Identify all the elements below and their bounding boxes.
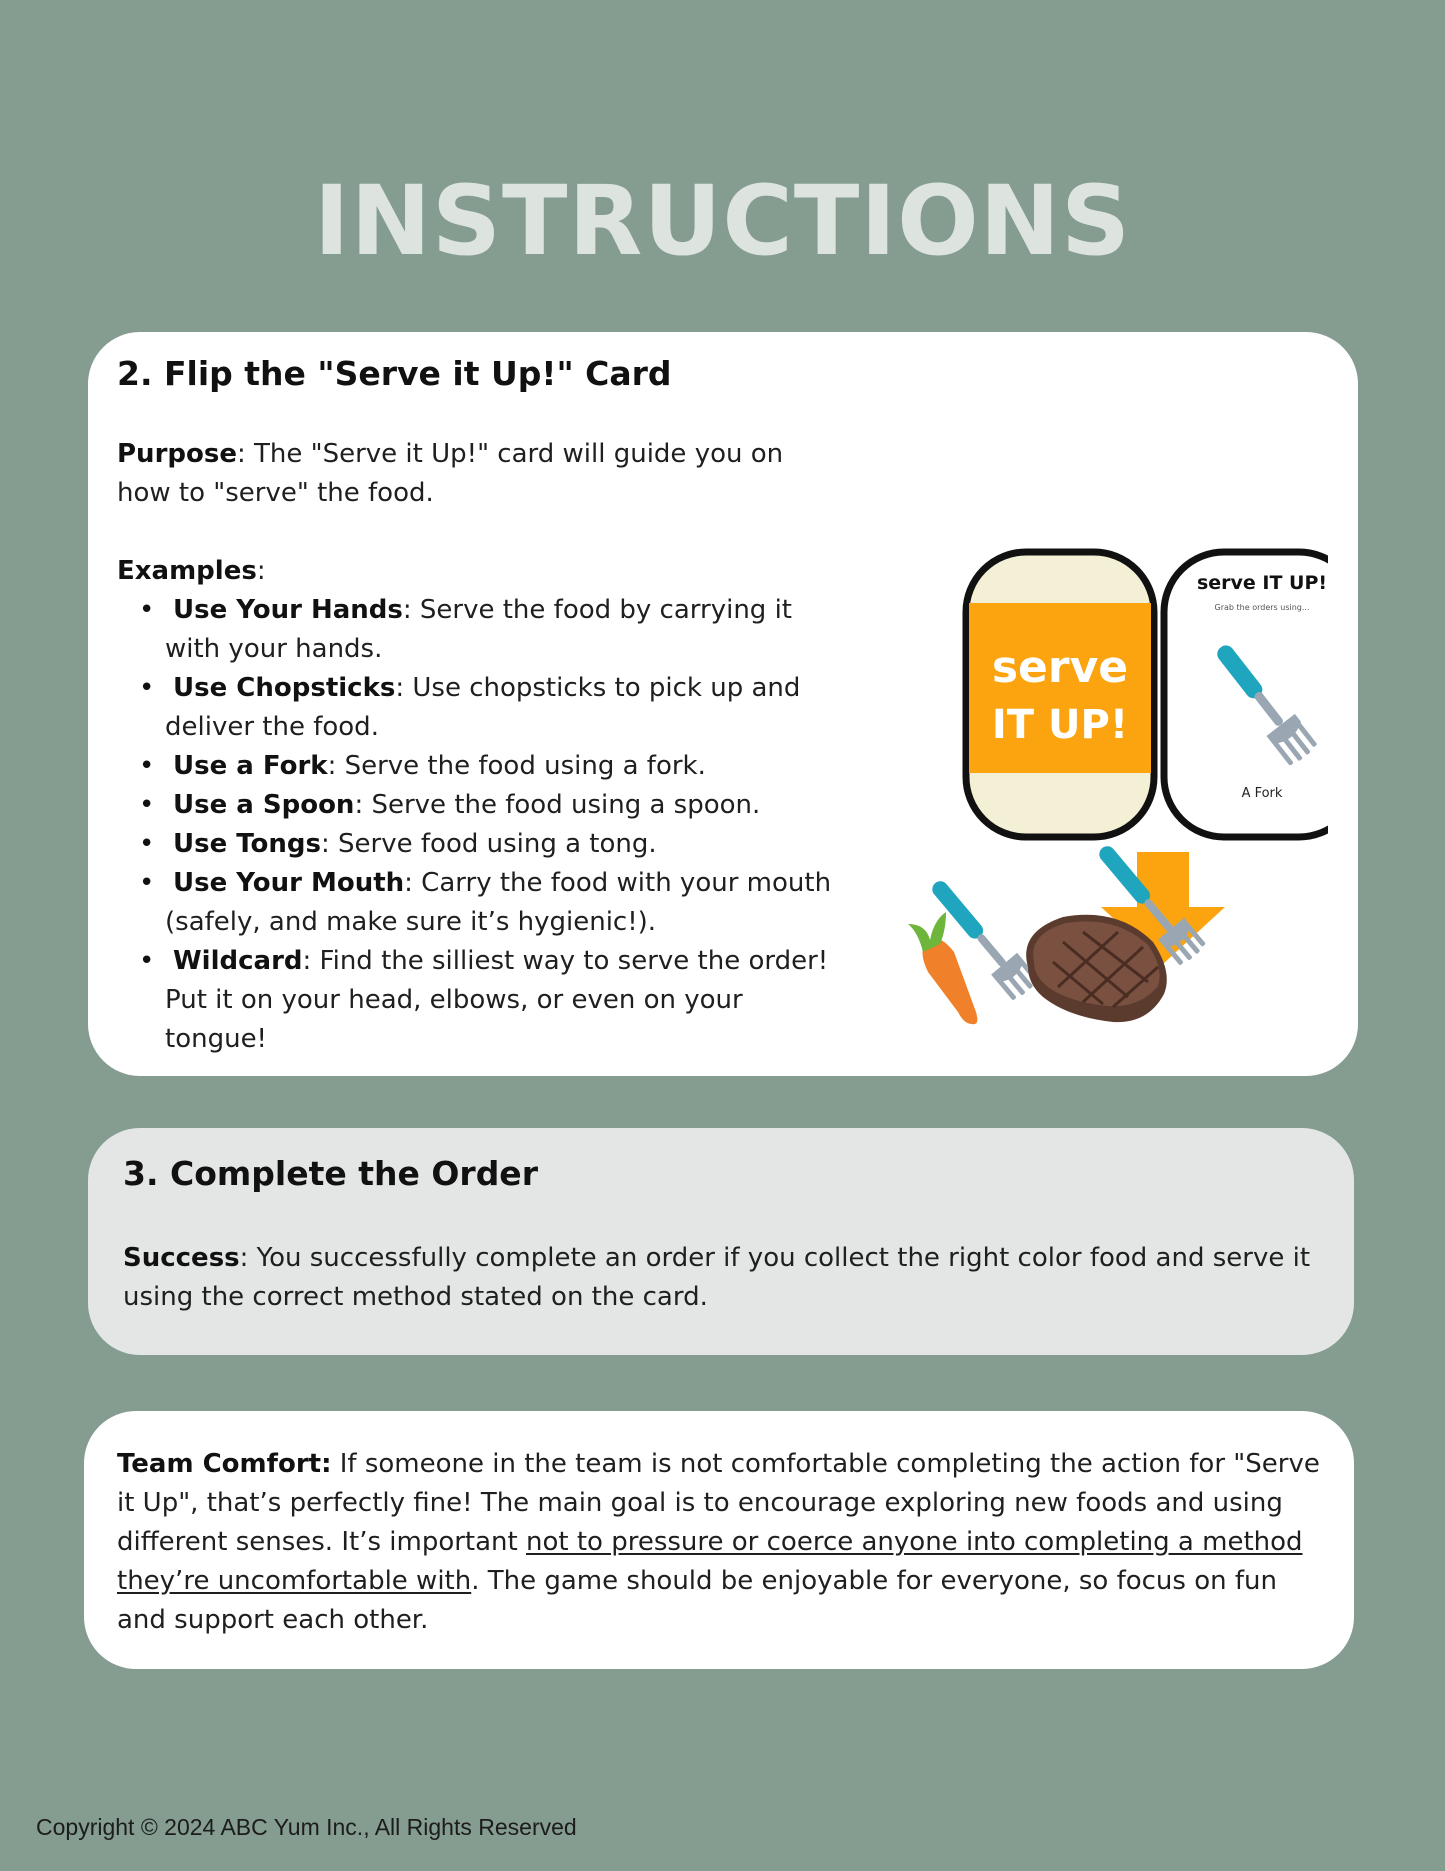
example-label: Use Chopsticks xyxy=(173,673,396,703)
card-front-subtitle: Grab the orders using... xyxy=(1214,603,1310,612)
card-back-line1: serve xyxy=(991,642,1129,693)
card-front-title: serve IT UP! xyxy=(1196,572,1328,594)
card-back-image xyxy=(966,552,1154,837)
list-item: • Use a Fork: Serve the food using a fork. xyxy=(117,747,837,786)
serve-card-body xyxy=(117,435,837,1059)
example-label: Use Tongs xyxy=(173,829,322,859)
complete-card-heading: 3. Complete the Order xyxy=(123,1154,538,1193)
page-title: INSTRUCTIONS xyxy=(313,165,1132,277)
team-comfort-label: Team Comfort: xyxy=(117,1449,332,1479)
serve-card-heading: 2. Flip the "Serve it Up!" Card xyxy=(117,354,672,393)
card-front-image xyxy=(1164,552,1328,837)
examples-list xyxy=(117,591,837,1059)
list-item: • Use Chopsticks: Use chopsticks to pick up and deliver the food. xyxy=(117,669,837,747)
success-label: Success xyxy=(123,1243,240,1273)
examples-heading: Examples: xyxy=(117,556,266,586)
purpose-label: Purpose xyxy=(117,439,237,469)
copyright-footer: Copyright © 2024 ABC Yum Inc., All Rights Reserved xyxy=(36,1814,577,1840)
team-comfort-card xyxy=(84,1411,1354,1669)
carrot-on-fork-icon xyxy=(908,872,1040,1025)
success-text: : You successfully complete an order if you collect the right color food and serve it using the correct method stated on the card. xyxy=(123,1243,1311,1312)
example-label: Use a Spoon xyxy=(173,790,355,820)
serve-card xyxy=(88,332,1358,1076)
example-label: Wildcard xyxy=(173,946,303,976)
card-front-caption: A Fork xyxy=(1241,786,1283,801)
complete-card xyxy=(88,1128,1354,1355)
examples-label: Examples xyxy=(117,556,257,586)
list-item: • Use Your Hands: Serve the food by carrying it with your hands. xyxy=(117,591,837,669)
serve-it-up-illustration xyxy=(868,412,1328,1032)
example-label: Use Your Hands xyxy=(173,595,403,625)
team-comfort-paragraph: Team Comfort: If someone in the team is not comfortable completing the action for "Serve it Up", that’s perfectly fine! The main goal is to encourage exploring new foods and using different senses. It’s important not to pressure or coerce anyone into completing a method they’re uncomfortable with. The game should be enjoyable for everyone, so focus on fun and support each other. xyxy=(117,1449,1320,1635)
list-item: • Wildcard: Find the silliest way to serve the order! Put it on your head, elbows, or even on your tongue! xyxy=(117,942,837,1059)
purpose-text: : The "Serve it Up!" card will guide you on how to "serve" the food. xyxy=(117,439,784,508)
card-back-line2: IT UP! xyxy=(991,702,1129,748)
list-item: • Use a Spoon: Serve the food using a spoon. xyxy=(117,786,837,825)
example-label: Use Your Mouth xyxy=(173,868,405,898)
list-item: • Use Your Mouth: Carry the food with your mouth (safely, and make sure it’s hygienic!). xyxy=(117,864,837,942)
success-paragraph xyxy=(123,1239,1323,1317)
purpose-paragraph xyxy=(117,435,837,513)
list-item: • Use Tongs: Serve food using a tong. xyxy=(117,825,837,864)
example-label: Use a Fork xyxy=(173,751,328,781)
underlined-emphasis: not to pressure or coerce anyone into completing a method they’re uncomfortable with xyxy=(117,1527,1303,1596)
